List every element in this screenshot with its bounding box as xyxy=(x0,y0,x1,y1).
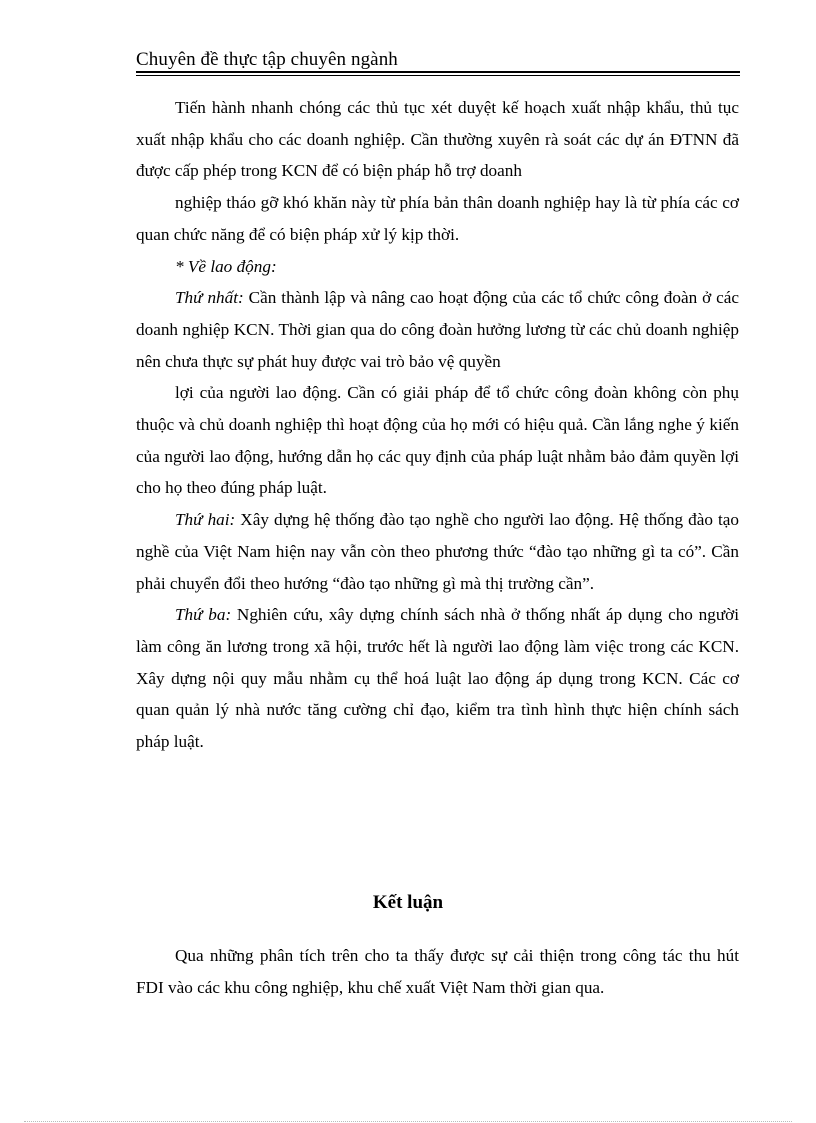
page-header xyxy=(136,49,740,71)
header-rule-thin xyxy=(136,75,740,76)
body-text xyxy=(136,92,739,758)
paragraph-first xyxy=(136,282,739,377)
first-text: Cần thành lập và nâng cao hoạt động của các tổ chức công đoàn ở các doanh nghiệp KCN. Thời gian qua do công đoàn hưởng lương từ các chủ doanh nghiệp nên chưa thực sự phát huy được vai trò bảo vệ quyền xyxy=(136,288,740,371)
paragraph-first-continued: lợi của người lao động. Cần có giải pháp để tổ chức công đoàn không còn phụ thuộc và chủ doanh nghiệp thì hoạt động của họ mới có hiệu quả. Cần lắng nghe ý kiến của người lao động, hướng dẫn họ các quy định của pháp luật nhằm bảo đảm quyền lợi cho họ theo đúng pháp luật. xyxy=(136,383,739,498)
conclusion-paragraph: Qua những phân tích trên cho ta thấy được sự cải thiện trong công tác thu hút FDI vào các khu công nghiệp, khu chế xuất Việt Nam thời gian qua. xyxy=(136,946,739,997)
first-label: Thứ nhất: xyxy=(175,288,244,308)
paragraph-second xyxy=(136,504,739,599)
paragraph-1: Tiến hành nhanh chóng các thủ tục xét duyệt kế hoạch xuất nhập khẩu, thủ tục xuất nhập khẩu cho các doanh nghiệp. Cần thường xuyên rà soát các dự án ĐTNN đã được cấp phép trong KCN để có biện pháp hỗ trợ doanh xyxy=(136,98,739,181)
paragraph-1-continued: nghiệp tháo gỡ khó khăn này từ phía bản thân doanh nghiệp hay là từ phía các cơ quan chức năng để có biện pháp xử lý kịp thời. xyxy=(136,193,739,244)
page-boundary-line xyxy=(24,1121,792,1122)
second-text: Xây dựng hệ thống đào tạo nghề cho người lao động. Hệ thống đào tạo nghề của Việt Nam hiện nay vẫn còn theo phương thức “đào tạo những gì ta có”. Cần phải chuyển đổi theo hướng “đào tạo những gì mà thị trường cần”. xyxy=(136,510,740,593)
conclusion-title: Kết luận xyxy=(372,892,444,913)
labor-heading: * Về lao động: xyxy=(175,256,277,276)
header-title: Chuyên đề thực tập chuyên ngành xyxy=(136,49,398,70)
conclusion-body xyxy=(136,940,739,1004)
paragraph-third xyxy=(136,599,739,758)
third-label: Thứ ba: xyxy=(175,605,232,625)
third-text: Nghiên cứu, xây dựng chính sách nhà ở thống nhất áp dụng cho người làm công ăn lương trong xã hội, trước hết là người lao động làm việc trong các KCN. Xây dựng nội quy mẫu nhằm cụ thể hoá luật lao động áp dụng trong KCN. Các cơ quan quản lý nhà nước tăng cường chỉ đạo, kiểm tra tình hình thực hiện chính sách pháp luật. xyxy=(136,605,739,752)
second-label: Thứ hai: xyxy=(175,510,236,530)
header-rule-thick xyxy=(136,71,740,73)
